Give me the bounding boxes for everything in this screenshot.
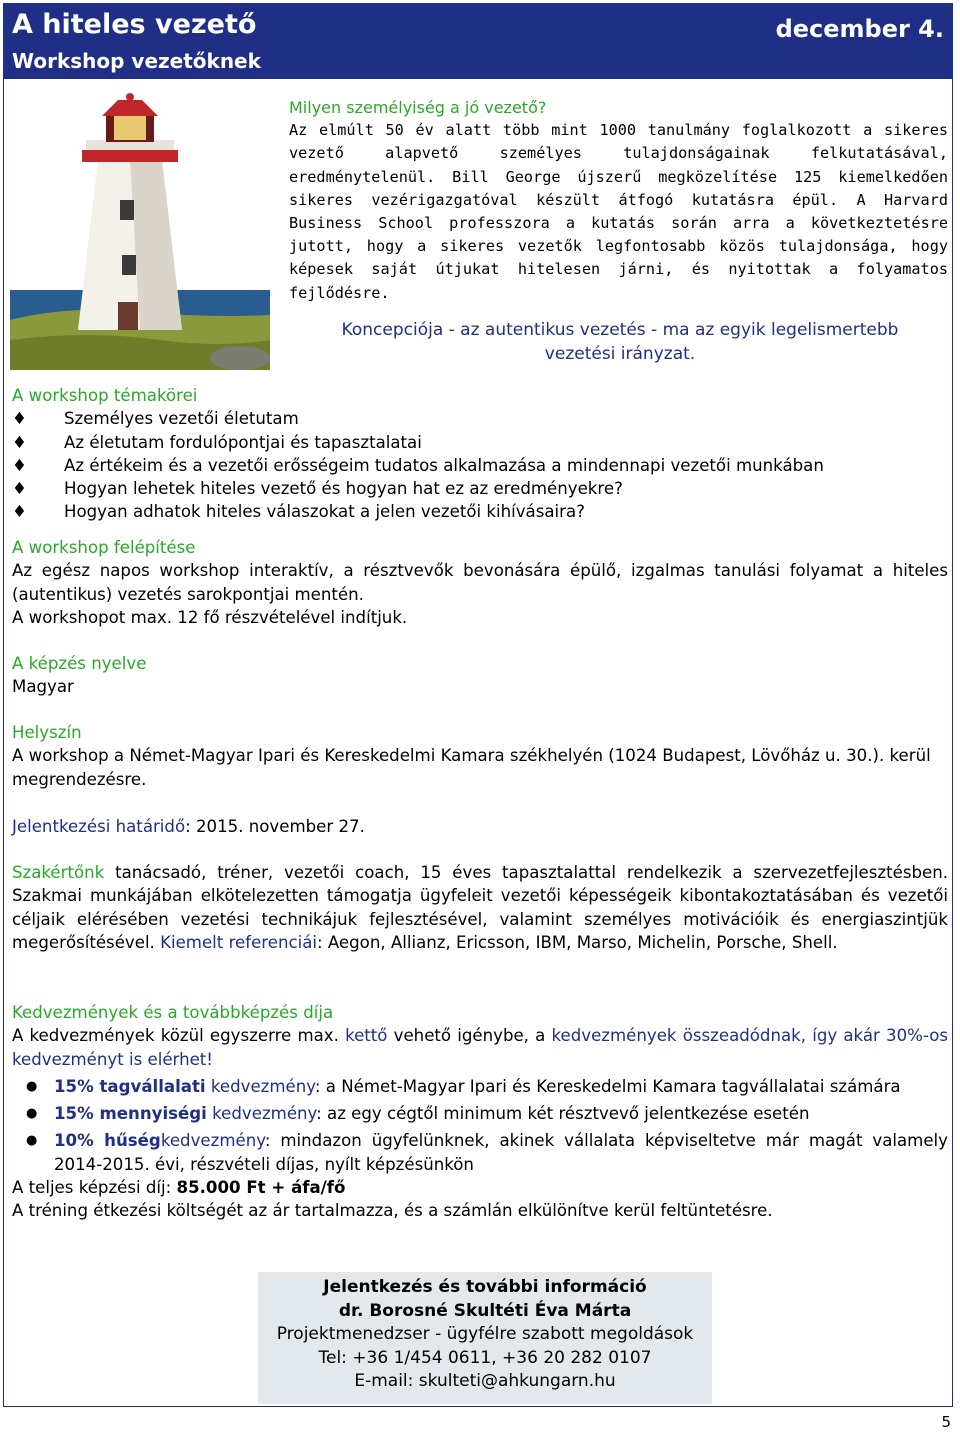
list-item: ● 15% tagvállalati kedvezmény: a Német-Magyar Ipari és Kereskedelmi Kamara tagvállalatai számára (12, 1075, 948, 1098)
dot-bullet-icon: ● (26, 1078, 38, 1094)
expert-ref-label: Kiemelt referenciái (160, 932, 317, 952)
page-title: A hiteles vezető (12, 9, 257, 40)
list-item: ♦ Személyes vezetői életutam (12, 407, 948, 430)
list-item: ♦ Az értékeim és a vezetői erősségeim tudatos alkalmazása a mindennapi vezetői munkában (12, 454, 948, 477)
discounts-list (12, 1075, 948, 1176)
structure-text: Az egész napos workshop interaktív, a résztvevők bevonására épülő, izgalmas tanulási folyamat a hiteles (autentikus) vezetés sarokpontjai mentén. (12, 561, 948, 604)
list-item: ● 15% mennyiségi kedvezmény: az egy cégtől minimum két résztvevő jelentkezése esetén (12, 1102, 948, 1125)
fee-line: A teljes képzési díj: 85.000 Ft + áfa/fő (12, 1178, 346, 1198)
topics-section (12, 384, 948, 524)
location-text: A workshop a Német-Magyar Ipari és Kereskedelmi Kamara székhelyén (1024 Budapest, Lövőház u. 30.). kerül megrendezésre. (12, 746, 931, 789)
concept-statement: Koncepciója - az autentikus vezetés - ma az egyik legelismertebb vezetési irányzat. (341, 320, 899, 364)
topics-list (12, 407, 948, 523)
discounts-heading: Kedvezmények és a továbbképzés díja (12, 1003, 334, 1022)
structure-section (12, 536, 948, 629)
intro-question: Milyen személyiség a jó vezető? (289, 98, 547, 117)
dot-bullet-icon: ● (26, 1106, 38, 1122)
diamond-bullet-icon: ♦ (12, 455, 27, 475)
language-heading: A képzés nyelve (12, 654, 147, 673)
diamond-bullet-icon: ♦ (12, 479, 27, 499)
expert-section (12, 861, 948, 954)
structure-max: A workshopot max. 12 fő részvételével indítjuk. (12, 607, 408, 627)
contact-tel[interactable]: Tel: +36 1/454 0611, +36 20 282 0107 (318, 1347, 652, 1368)
expert-refs: : Aegon, Allianz, Ericsson, IBM, Marso, Michelin, Porsche, Shell. (317, 932, 838, 952)
list-item: ♦ Az életutam fordulópontjai és tapasztalatai (12, 431, 948, 454)
language-section (12, 652, 948, 699)
diamond-bullet-icon: ♦ (12, 409, 27, 429)
location-section (12, 721, 948, 791)
contact-email[interactable]: E-mail: skulteti@ahkungarn.hu (354, 1371, 616, 1391)
deadline-value: 2015. november 27. (190, 817, 365, 836)
discounts-section (12, 1001, 948, 1223)
intro-text: Az elmúlt 50 év alatt több mint 1000 tanulmány foglalkozott a sikeres vezető alapvető személyes tulajdonságainak felkutatásával, eredménytelenül. Bill George újszerű megközelítése 125 kiemelkedően sikeres vezérigazgatóval készült átfogó kutatásra épül. A Harvard Business School professzora a kutatás során arra a következtetésre jutott, hogy a sikeres vezetők legfontosabb közös tulajdonsága, hogy képesek saját útjukat hitelesen járni, és nyitottak a folyamatos fejlődésre. (289, 121, 948, 302)
topics-heading: A workshop témakörei (12, 386, 198, 405)
discounts-intro: A kedvezmények közül egyszerre max. kettő vehető igénybe, a kedvezmények összeadódnak, így akár 30%-os kedvezményt is elérhet! (12, 1026, 948, 1069)
expert-text: tanácsadó, tréner, vezetői coach, 15 éves tapasztalattal rendelkezik a szervezetfejlesztésben. Szakmai munkájában elkötelezetten támogatja ügyfeleit vezetői képességeik kibontakoztatásában és vezetői céljaik elérésében vezetési technikájuk fejlesztésével, valamint személyes motivációik és energiaszintjük megerősítésével. (12, 863, 948, 952)
header-banner (3, 3, 953, 79)
contact-name: dr. Borosné Skultéti Éva Márta (338, 1300, 632, 1321)
location-heading: Helyszín (12, 723, 82, 742)
page-number: 5 (941, 1413, 951, 1431)
dot-bullet-icon: ● (26, 1133, 38, 1149)
event-date: december 4. (775, 15, 944, 43)
fee-note: A tréning étkezési költségét az ár tartalmazza, és a számlán elkülönítve kerül feltüntetésre. (12, 1201, 773, 1221)
lighthouse-photo (10, 90, 270, 370)
fee-value: 85.000 Ft + áfa/fő (176, 1178, 346, 1198)
page-subtitle: Workshop vezetőknek (12, 49, 261, 73)
list-item: ♦ Hogyan adhatok hiteles válaszokat a jelen vezetői kihívásaira? (12, 500, 948, 523)
diamond-bullet-icon: ♦ (12, 502, 27, 522)
language-value: Magyar (12, 677, 74, 697)
deadline-line (12, 815, 948, 838)
expert-label: Szakértőnk (12, 863, 105, 882)
diamond-bullet-icon: ♦ (12, 432, 27, 452)
intro-section (289, 96, 948, 305)
list-item: ♦ Hogyan lehetek hiteles vezető és hogyan hat ez az eredményekre? (12, 477, 948, 500)
contact-heading: Jelentkezés és további információ (323, 1277, 647, 1297)
contact-box (258, 1272, 712, 1404)
structure-heading: A workshop felépítése (12, 538, 196, 557)
deadline-label: Jelentkezési határidő (12, 817, 186, 836)
deadline-sep: : (185, 817, 191, 836)
contact-role: Projektmenedzser - ügyfélre szabott megoldások (276, 1324, 694, 1344)
list-item: ● 10% hűségkedvezmény: mindazon ügyfelünknek, akinek vállalata képviseltetve már magát valamely 2014-2015. évi, részvételi díjas, nyílt képzésünkön (26, 1131, 948, 1174)
